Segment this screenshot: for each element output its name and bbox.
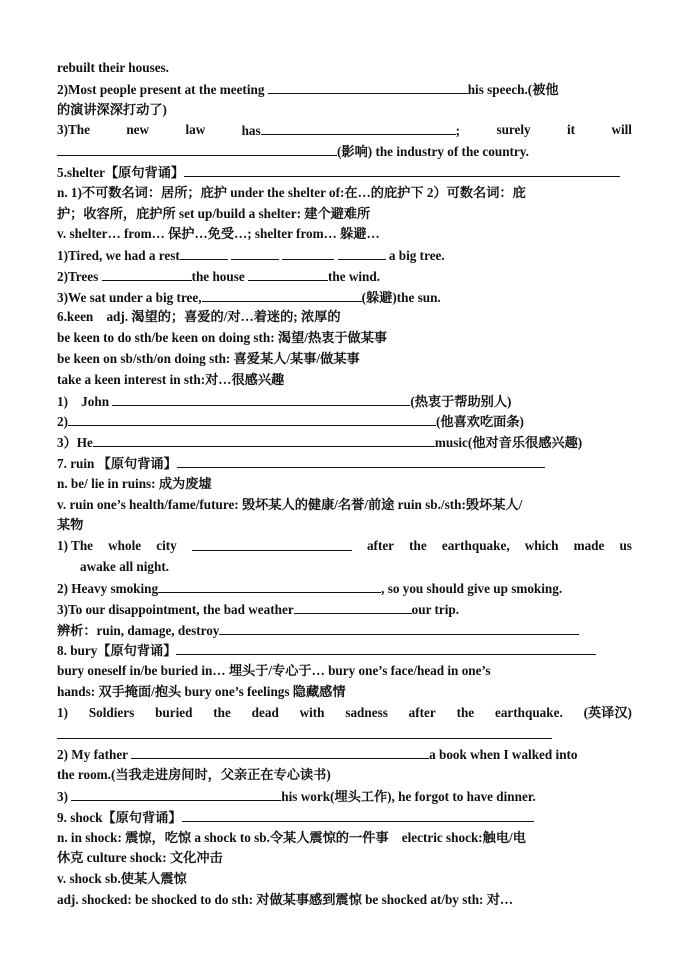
answer-blank[interactable] <box>261 120 456 135</box>
exercise-line: 3)The new law has ; surely it will <box>57 122 632 138</box>
answer-blank[interactable] <box>182 807 534 822</box>
exercise-line: 2) Heavy smoking , so you should give up smoking. <box>57 578 632 599</box>
answer-blank[interactable] <box>57 141 337 156</box>
section-heading: 5.shelter【原句背诵】 <box>57 162 632 183</box>
answer-blank[interactable] <box>177 453 545 468</box>
answer-blank[interactable] <box>294 599 412 614</box>
answer-blank[interactable] <box>282 245 334 260</box>
text-line: bury oneself in/be buried in… 埋头于/专心于… bury one’s face/head in one’s <box>57 663 491 678</box>
section-heading: 6.keen adj. 渴望的；喜爱的/对…着迷的; 浓厚的 <box>57 309 341 324</box>
answer-blank[interactable] <box>192 536 352 551</box>
text-line: take a keen interest in sth:对…很感兴趣 <box>57 372 285 387</box>
answer-blank[interactable] <box>202 287 362 302</box>
exercise-line: 3)We sat under a big tree, (躲避)the sun. <box>57 287 632 308</box>
section-heading: 8. bury【原句背诵】 <box>57 640 632 661</box>
exercise-line: 1) John (热衷于帮助别人) <box>57 391 632 412</box>
answer-blank[interactable] <box>176 640 596 655</box>
section-heading: 9. shock【原句背诵】 <box>57 807 632 828</box>
text-line: 的演讲深深打动了) <box>57 102 167 117</box>
exercise-line: 1) The whole city after the earthquake, which made us <box>57 538 632 553</box>
text-line: 护；收容所，庇护所 set up/build a shelter: 建个避难所 <box>57 206 371 221</box>
answer-blank[interactable] <box>338 245 386 260</box>
section-heading: 7. ruin 【原句背诵】 <box>57 453 632 474</box>
answer-blank[interactable] <box>158 578 381 593</box>
text-line: adj. shocked: be shocked to do sth: 对做某事感到震惊 be shocked at/by sth: 对… <box>57 892 514 907</box>
exercise-line: 2) My father a book when I walked into <box>57 744 632 765</box>
text-line: awake all night. <box>80 559 170 574</box>
exercise-line: 2)Most people present at the meeting his speech.(被他 <box>57 79 632 100</box>
text-line: be keen to do sth/be keen on doing sth: 渴望/热衷于做某事 <box>57 330 388 345</box>
exercise-line: 3) his work(埋头工作), he forgot to have dinner. <box>57 786 632 807</box>
answer-blank[interactable] <box>268 79 468 94</box>
text-line: hands: 双手掩面/抱头 bury one’s feelings 隐藏感情 <box>57 684 346 699</box>
answer-blank[interactable] <box>102 266 192 281</box>
exercise-line: 3）He music(他对音乐很感兴趣) <box>57 432 632 453</box>
exercise-line: 辨析：ruin, damage, destroy <box>57 620 632 641</box>
text-line: n. be/ lie in ruins: 成为废墟 <box>57 476 212 491</box>
answer-blank[interactable] <box>184 162 620 177</box>
answer-blank[interactable] <box>231 245 279 260</box>
exercise-line: (影响) the industry of the country. <box>57 141 632 162</box>
exercise-line: 1)Tired, we had a rest a big tree. <box>57 245 632 266</box>
text-line: the room.(当我走进房间时，父亲正在专心读书) <box>57 767 331 782</box>
text-line: be keen on sb/sth/on doing sth: 喜爱某人/某事/做某事 <box>57 351 360 366</box>
text-line: v. ruin one’s health/fame/future: 毁坏某人的健康/名誉/前途 ruin sb./sth:毁坏某人/ <box>57 497 523 512</box>
text-line: rebuilt their houses. <box>57 60 169 75</box>
text-line: 某物 <box>57 517 84 532</box>
text-line: n. 1)不可数名词：居所；庇护 under the shelter of:在…的庇护下 2）可数名词：庇 <box>57 185 526 200</box>
text-line: 休克 culture shock: 文化冲击 <box>57 850 223 865</box>
exercise-line: 1) Soldiers buried the dead with sadness after the earthquake. (英译汉) <box>57 705 632 720</box>
text-line: n. in shock: 震惊，吃惊 a shock to sb.令某人震惊的一件事 electric shock:触电/电 <box>57 830 526 845</box>
answer-blank[interactable] <box>219 620 579 635</box>
exercise-line: 3)To our disappointment, the bad weather our trip. <box>57 599 632 620</box>
text-line: v. shock sb.使某人震惊 <box>57 871 187 886</box>
answer-blank[interactable] <box>131 744 429 759</box>
answer-blank[interactable] <box>57 724 552 739</box>
answer-blank[interactable] <box>68 411 436 426</box>
exercise-line <box>57 724 632 745</box>
exercise-line: 2)Trees the house the wind. <box>57 266 632 287</box>
text-line: v. shelter… from… 保护…免受…; shelter from… 躲避… <box>57 226 380 241</box>
answer-blank[interactable] <box>248 266 328 281</box>
answer-blank[interactable] <box>112 391 410 406</box>
answer-blank[interactable] <box>93 432 435 447</box>
answer-blank[interactable] <box>71 786 281 801</box>
answer-blank[interactable] <box>180 245 228 260</box>
exercise-line: 2) (他喜欢吃面条) <box>57 411 632 432</box>
